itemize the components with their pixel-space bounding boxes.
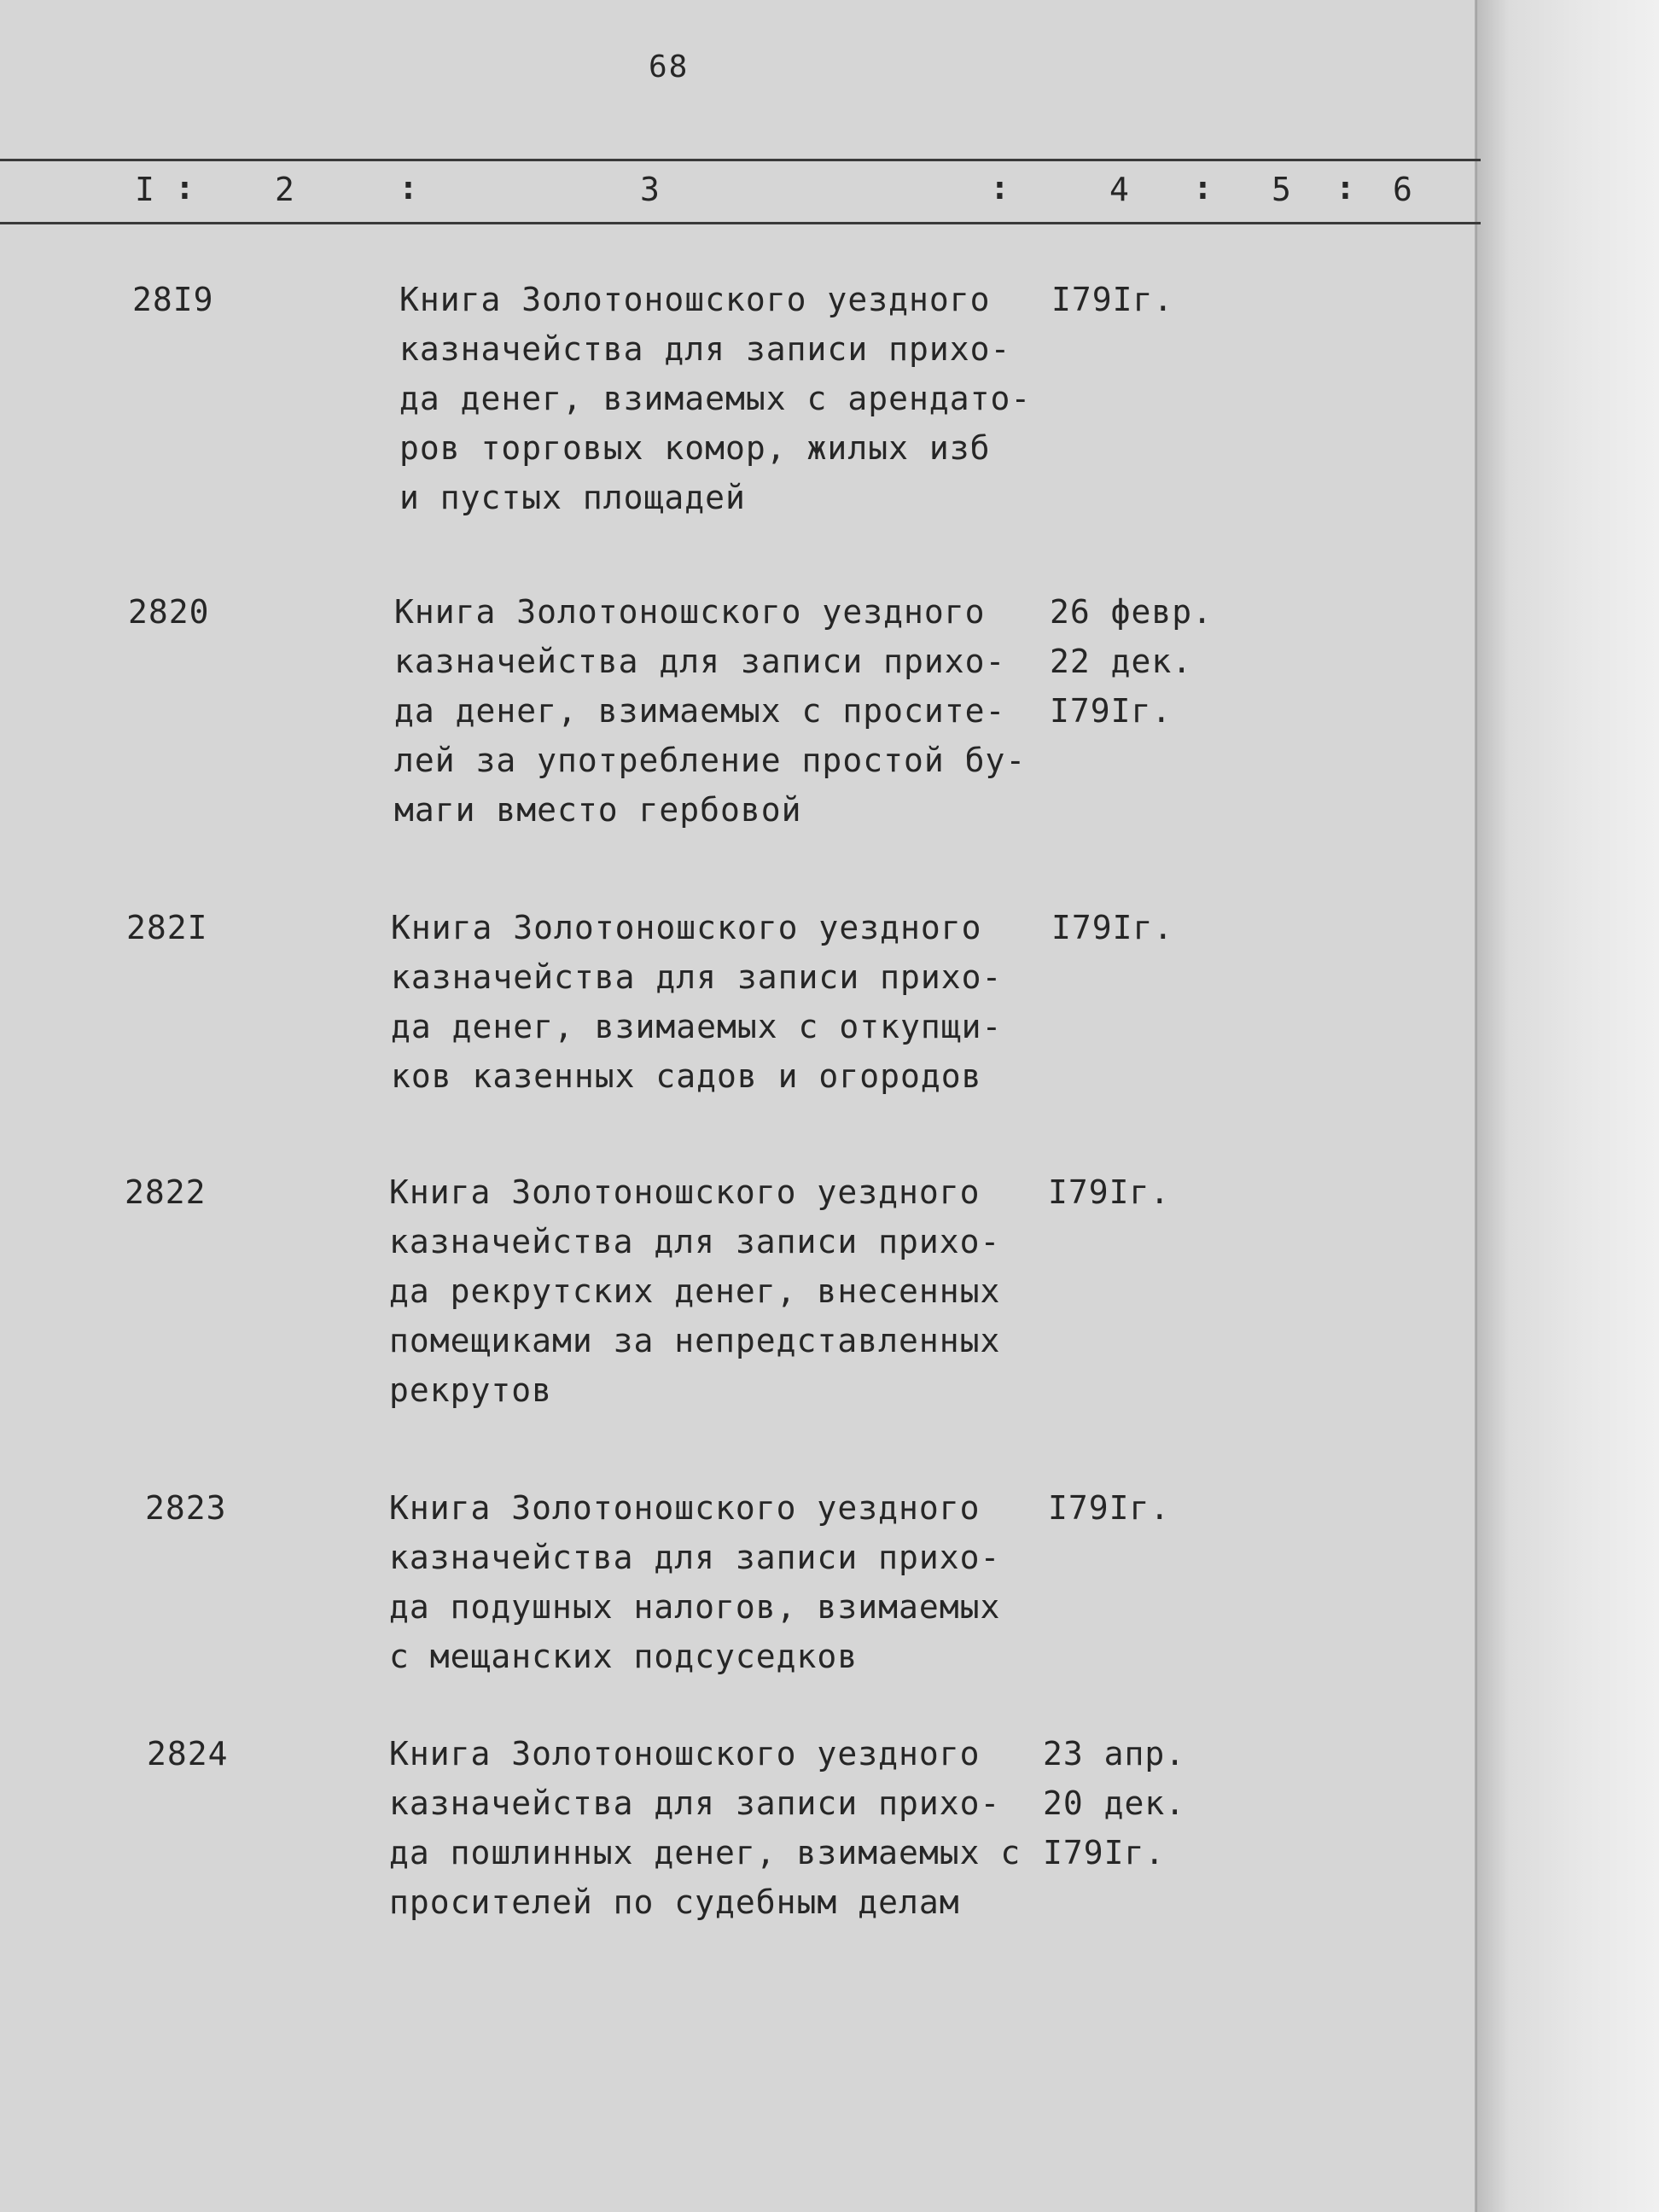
date-line: 20 дек.: [1043, 1784, 1186, 1822]
record-description: [391, 903, 1039, 1101]
description-line: казначейства для записи прихо-: [391, 958, 1003, 996]
record-number: 2823: [145, 1489, 227, 1527]
date-line: I79Iг.: [1048, 1489, 1171, 1527]
description-line: казначейства для записи прихо-: [399, 330, 1011, 368]
record-dates: [1043, 1729, 1248, 1877]
description-line: ков казенных садов и огородов: [391, 1057, 982, 1095]
description-line: Книга Золотоношского уездного: [399, 281, 991, 318]
record-number: 2822: [125, 1173, 207, 1211]
record-dates: [1050, 587, 1254, 736]
column-separator: :: [1193, 169, 1213, 207]
record-number: 2824: [147, 1735, 229, 1773]
description-line: маги вместо гербовой: [394, 791, 802, 829]
record-number: 2820: [128, 593, 210, 631]
description-line: да подушных налогов, взимаемых: [389, 1588, 1001, 1626]
column-header-6: 6: [1393, 171, 1412, 208]
description-line: помещиками за непредставленных: [389, 1322, 1001, 1359]
description-line: да денег, взимаемых с просите-: [394, 692, 1006, 730]
record-description: [389, 1483, 1038, 1681]
column-separator: :: [399, 169, 418, 207]
paper-edge-shadow: [1475, 0, 1477, 2212]
header-top-rule: [0, 159, 1481, 161]
description-line: Книга Золотоношского уездного: [389, 1489, 981, 1527]
record-description: [394, 587, 1043, 835]
description-line: казначейства для записи прихо-: [389, 1539, 1001, 1576]
description-line: казначейства для записи прихо-: [394, 643, 1006, 680]
column-separator: :: [990, 169, 1010, 207]
description-line: и пустых площадей: [399, 479, 746, 516]
record-dates: [1051, 275, 1256, 324]
description-line: с мещанских подсуседков: [389, 1638, 859, 1675]
column-separator: :: [1336, 169, 1355, 207]
description-line: казначейства для записи прихо-: [389, 1223, 1001, 1260]
description-line: да денег, взимаемых с арендато-: [399, 380, 1032, 417]
description-line: да денег, взимаемых с откупщи-: [391, 1008, 1003, 1045]
record-description: [399, 275, 1048, 522]
paper-edge: [1476, 0, 1659, 2212]
description-line: казначейства для записи прихо-: [389, 1784, 1001, 1822]
date-line: 22 дек.: [1050, 643, 1193, 680]
description-line: просителей по судебным делам: [389, 1883, 960, 1921]
description-line: да рекрутских денег, внесенных: [389, 1272, 1001, 1310]
description-line: рекрутов: [389, 1371, 553, 1409]
description-line: ров торговых комор, жилых изб: [399, 429, 991, 467]
record-description: [389, 1729, 1038, 1927]
column-header-5: 5: [1272, 171, 1291, 208]
description-line: Книга Золотоношского уездного: [394, 593, 986, 631]
header-bottom-rule: [0, 222, 1481, 224]
date-line: 23 апр.: [1043, 1735, 1186, 1773]
record-description: [389, 1167, 1038, 1415]
description-line: да пошлинных денег, взимаемых с: [389, 1834, 1022, 1871]
date-line: I79Iг.: [1051, 281, 1174, 318]
record-dates: [1048, 1483, 1253, 1533]
column-separator: :: [175, 169, 195, 207]
page-number: 68: [649, 49, 690, 84]
column-header-3: 3: [640, 171, 660, 208]
date-line: I79Iг.: [1051, 909, 1174, 946]
column-header-1: I: [135, 171, 154, 208]
date-line: I79Iг.: [1050, 692, 1173, 730]
description-line: Книга Золотоношского уездного: [391, 909, 982, 946]
date-line: I79Iг.: [1043, 1834, 1166, 1871]
column-header-4: 4: [1109, 171, 1129, 208]
description-line: лей за употребление простой бу-: [394, 742, 1027, 779]
date-line: 26 февр.: [1050, 593, 1214, 631]
description-line: Книга Золотоношского уездного: [389, 1173, 981, 1211]
record-number: 28I9: [132, 281, 214, 318]
date-line: I79Iг.: [1048, 1173, 1171, 1211]
record-dates: [1048, 1167, 1253, 1217]
record-number: 282I: [126, 909, 208, 946]
description-line: Книга Золотоношского уездного: [389, 1735, 981, 1773]
column-header-2: 2: [275, 171, 294, 208]
record-dates: [1051, 903, 1256, 952]
